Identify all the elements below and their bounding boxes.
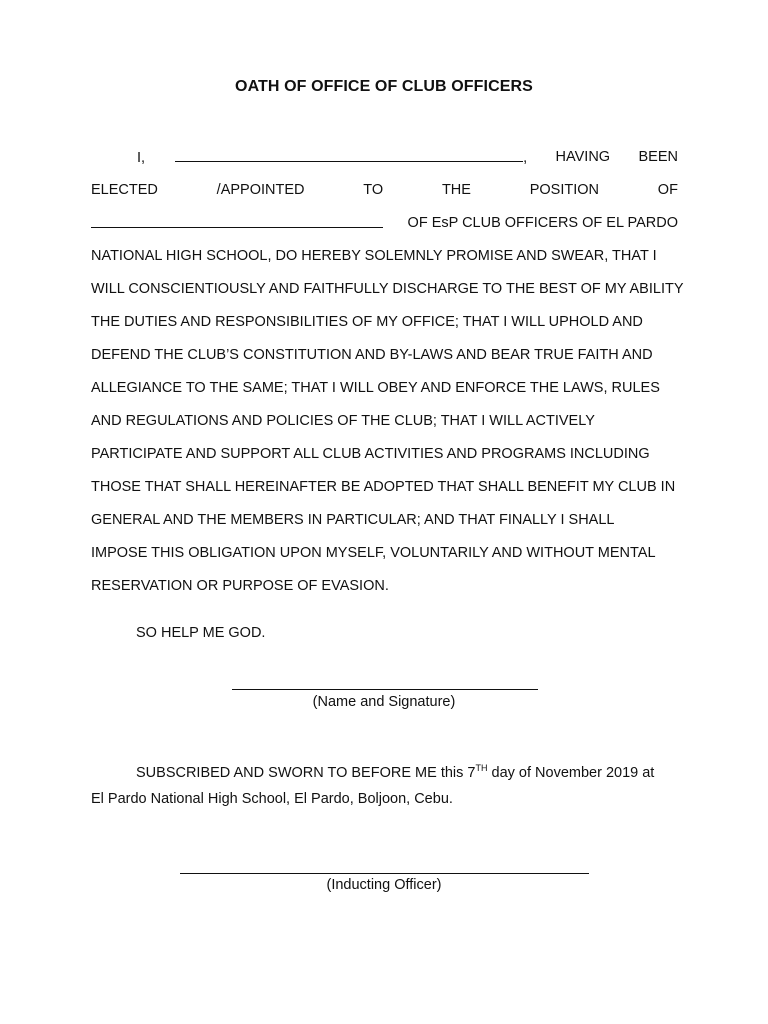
sworn-line-2: El Pardo National High School, El Pardo, Boljoon, Cebu.: [91, 791, 453, 807]
oath-line-12: GENERAL AND THE MEMBERS IN PARTICULAR; AND THAT FINALLY I SHALL: [91, 512, 615, 528]
position-blank-line[interactable]: [91, 213, 383, 228]
oath-line-3: OF EsP CLUB OFFICERS OF EL PARDO: [91, 213, 678, 246]
oath-line-10: PARTICIPATE AND SUPPORT ALL CLUB ACTIVITIES AND PROGRAMS INCLUDING: [91, 446, 650, 462]
oath-word-been: BEEN: [638, 149, 678, 165]
oath-line-6: THE DUTIES AND RESPONSIBILITIES OF MY OFFICE; THAT I WILL UPHOLD AND: [91, 314, 643, 330]
oath-line-11: THOSE THAT SHALL HEREINAFTER BE ADOPTED THAT SHALL BENEFIT MY CLUB IN: [91, 479, 676, 495]
oath-line-2: ELECTED /APPOINTED TO THE POSITION OF: [91, 182, 678, 198]
oath-line-5: WILL CONSCIENTIOUSLY AND FAITHFULLY DISCHARGE TO THE BEST OF MY ABILITY: [91, 281, 684, 297]
oath-line-7: DEFEND THE CLUB’S CONSTITUTION AND BY-LAWS AND BEAR TRUE FAITH AND: [91, 347, 653, 363]
oath-word-having: HAVING: [555, 149, 611, 165]
closing-phrase: SO HELP ME GOD.: [136, 625, 266, 641]
oath-line-4: NATIONAL HIGH SCHOOL, DO HEREBY SOLEMNLY PROMISE AND SWEAR, THAT I: [91, 248, 657, 264]
oath-line-9: AND REGULATIONS AND POLICIES OF THE CLUB; THAT I WILL ACTIVELY: [91, 413, 595, 429]
document-title: OATH OF OFFICE OF CLUB OFFICERS: [235, 78, 533, 95]
oath-pronoun: I, ,: [137, 147, 527, 180]
oath-body: [91, 147, 684, 609]
oath-line-13: IMPOSE THIS OBLIGATION UPON MYSELF, VOLUNTARILY AND WITHOUT MENTAL: [91, 545, 656, 561]
name-blank-line[interactable]: [175, 147, 523, 162]
inducting-officer-line[interactable]: [180, 856, 589, 874]
sworn-line-1: SUBSCRIBED AND SWORN TO BEFORE ME this 7TH day of November 2019 at: [136, 763, 655, 781]
oath-line-14: RESERVATION OR PURPOSE OF EVASION.: [91, 578, 389, 594]
sworn-statement: [91, 760, 691, 812]
oath-line-1: [91, 147, 678, 180]
signature-line[interactable]: [232, 672, 538, 690]
inducting-officer-caption: (Inducting Officer): [326, 877, 442, 893]
oath-line-8: ALLEGIANCE TO THE SAME; THAT I WILL OBEY AND ENFORCE THE LAWS, RULES: [91, 380, 660, 396]
signature-caption: (Name and Signature): [312, 694, 456, 710]
